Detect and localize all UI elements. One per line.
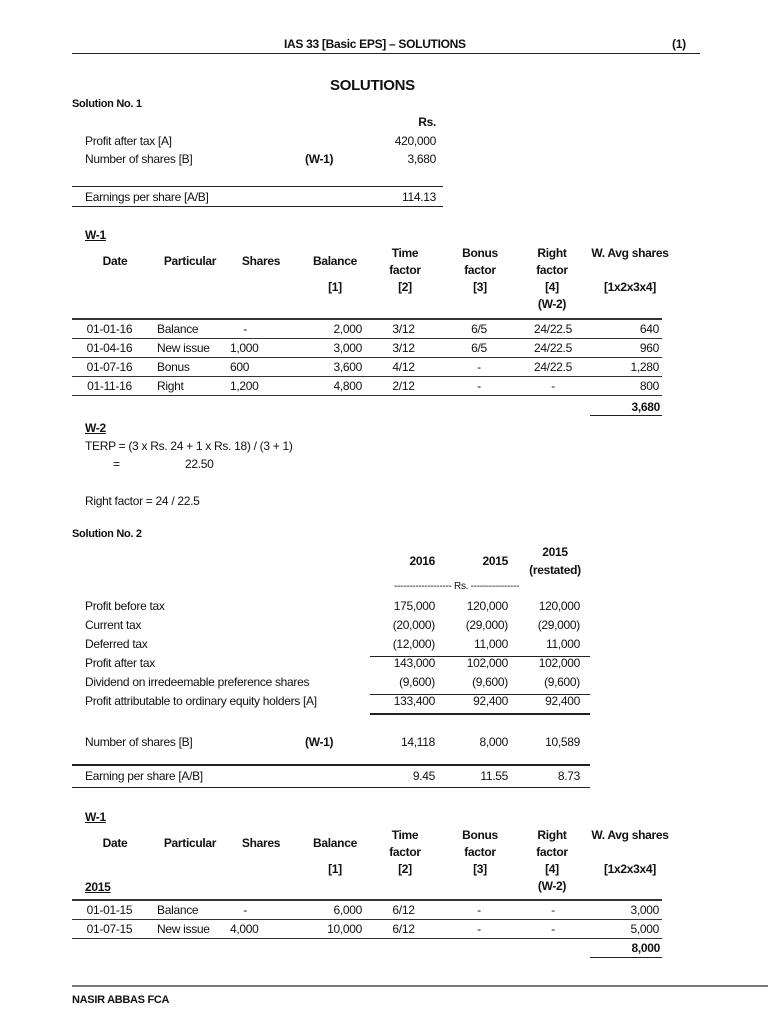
col-date: Date <box>102 254 128 268</box>
rule <box>72 206 443 207</box>
cell-particular: New issue <box>147 920 227 939</box>
line-value: 3,680 <box>407 152 436 166</box>
table-row <box>72 377 662 396</box>
eps-value: 9.45 <box>412 769 435 783</box>
cell-wavg: 1,280 <box>590 358 662 377</box>
line-value: (9,600) <box>399 675 435 689</box>
cell-shares: - <box>227 319 250 339</box>
col-time: Time factor <box>389 828 421 859</box>
terp-formula: TERP = (3 x Rs. 24 + 1 x Rs. 18) / (3 + 1) <box>85 439 293 453</box>
page-heading: SOLUTIONS <box>330 77 415 94</box>
cell-right: - <box>516 377 590 396</box>
col-particular: Particular <box>163 836 217 850</box>
cell-right: 24/22.5 <box>516 358 590 377</box>
cell-particular: Balance <box>147 900 227 920</box>
cell-wavg: 5,000 <box>590 920 662 939</box>
col-ref: [3] <box>473 862 487 876</box>
col-balance: Balance <box>313 254 357 268</box>
terp-value: 22.50 <box>185 457 214 471</box>
col-wavg: W. Avg shares <box>591 828 669 842</box>
w1-table <box>72 899 662 939</box>
cell-time: 6/12 <box>365 900 442 920</box>
col-balance: Balance <box>313 836 357 850</box>
cell-date: 01-07-15 <box>72 920 147 939</box>
cell-right: 24/22.5 <box>516 339 590 358</box>
col-ref: [1x2x3x4] <box>603 280 656 294</box>
col-2016: 2016 <box>409 554 435 568</box>
page-number: (1) <box>672 37 686 51</box>
line-value: 11,000 <box>545 637 580 651</box>
line-label: Current tax <box>85 618 142 632</box>
eps-value: 8.73 <box>557 769 580 783</box>
table-row <box>72 339 662 358</box>
line-label: Profit attributable to ordinary equity holders [A] <box>85 694 317 708</box>
line-value: 120,000 <box>538 599 580 613</box>
col-bonus: Bonus factor <box>462 246 498 277</box>
col-ref: (W-2) <box>537 297 567 311</box>
col-ref: (W-2) <box>537 879 567 893</box>
line-value: (29,000) <box>465 618 508 632</box>
currency-label: Rs. <box>418 115 436 129</box>
rule <box>72 787 590 788</box>
cell-shares: 4,000 <box>227 920 250 939</box>
cell-time: 3/12 <box>365 339 442 358</box>
rule <box>72 186 443 187</box>
col-ref: [1] <box>328 280 342 294</box>
solution-2-title: Solution No. 2 <box>72 528 142 540</box>
cell-right: - <box>516 900 590 920</box>
footer-author: NASIR ABBAS FCA <box>72 994 170 1006</box>
working-ref: (W-1) <box>305 735 334 749</box>
cell-time: 4/12 <box>365 358 442 377</box>
table-row <box>72 900 662 920</box>
cell-date: 01-01-16 <box>72 319 147 339</box>
w1-title: W-1 <box>85 228 106 242</box>
cell-bonus: - <box>442 358 516 377</box>
cell-bonus: - <box>442 920 516 939</box>
cell-balance: 6,000 <box>250 900 365 920</box>
line-value: 102,000 <box>466 656 508 670</box>
shares-value: 14,118 <box>400 735 435 749</box>
cell-right: - <box>516 920 590 939</box>
rule <box>72 764 590 766</box>
cell-date: 01-04-16 <box>72 339 147 358</box>
line-label: Dividend on irredeemable preference shares <box>85 675 310 689</box>
line-value: 420,000 <box>394 134 436 148</box>
solution-1-title: Solution No. 1 <box>72 98 142 110</box>
rule <box>370 694 590 695</box>
col-ref: [3] <box>473 280 487 294</box>
cell-particular: Right <box>147 377 227 396</box>
cell-wavg: 800 <box>590 377 662 396</box>
eps-label: Earning per share [A/B] <box>85 769 203 783</box>
cell-bonus: 6/5 <box>442 339 516 358</box>
eps-value: 11.55 <box>480 769 508 783</box>
w1-total: 3,680 <box>631 400 660 414</box>
col-ref: [1x2x3x4] <box>603 862 656 876</box>
cell-shares: - <box>227 900 250 920</box>
equals-sign: = <box>113 457 120 471</box>
col-2015-restated-label: (restated) <box>529 563 581 577</box>
cell-shares: 1,200 <box>227 377 250 396</box>
cell-date: 01-11-16 <box>72 377 147 396</box>
header-rule <box>72 53 700 54</box>
header-title: IAS 33 [Basic EPS] – SOLUTIONS <box>284 37 466 51</box>
line-value: (12,000) <box>392 637 435 651</box>
cell-right: 24/22.5 <box>516 319 590 339</box>
table-row <box>72 920 662 939</box>
line-label: Profit after tax <box>85 656 155 670</box>
cell-particular: Bonus <box>147 358 227 377</box>
line-value: 143,000 <box>393 656 435 670</box>
w1-total: 8,000 <box>631 941 660 955</box>
working-ref: (W-1) <box>305 152 334 166</box>
table-row <box>72 358 662 377</box>
col-ref: [4] <box>545 280 559 294</box>
rule <box>370 713 590 715</box>
col-shares: Shares <box>241 836 281 850</box>
line-value: 92,400 <box>545 694 580 708</box>
cell-date: 01-07-16 <box>72 358 147 377</box>
col-particular: Particular <box>163 254 217 268</box>
cell-time: 2/12 <box>365 377 442 396</box>
cell-wavg: 640 <box>590 319 662 339</box>
line-value: (20,000) <box>392 618 435 632</box>
cell-balance: 3,600 <box>250 358 365 377</box>
line-label: Profit before tax <box>85 599 165 613</box>
cell-date: 01-01-15 <box>72 900 147 920</box>
cell-balance: 4,800 <box>250 377 365 396</box>
rule <box>370 656 590 657</box>
shares-value: 8,000 <box>479 735 508 749</box>
cell-balance: 3,000 <box>250 339 365 358</box>
line-label: Deferred tax <box>85 637 148 651</box>
col-ref: [2] <box>398 862 412 876</box>
col-right: Right factor <box>536 828 568 859</box>
col-bonus: Bonus factor <box>462 828 498 859</box>
cell-balance: 10,000 <box>250 920 365 939</box>
col-ref: [1] <box>328 862 342 876</box>
line-value: (9,600) <box>544 675 580 689</box>
col-date: Date <box>102 836 128 850</box>
cell-shares: 600 <box>227 358 250 377</box>
col-ref: [4] <box>545 862 559 876</box>
right-factor: Right factor = 24 / 22.5 <box>85 494 200 508</box>
year-label: 2015 <box>85 880 111 894</box>
line-value: 11,000 <box>473 637 508 651</box>
cell-wavg: 3,000 <box>590 900 662 920</box>
cell-shares: 1,000 <box>227 339 250 358</box>
line-value: 92,400 <box>473 694 508 708</box>
line-value: 133,400 <box>393 694 435 708</box>
cell-particular: New issue <box>147 339 227 358</box>
line-value: 175,000 <box>393 599 435 613</box>
w2-title: W-2 <box>85 421 106 435</box>
cell-particular: Balance <box>147 319 227 339</box>
currency-row: ------------------- Rs. ---------------- <box>394 581 520 592</box>
cell-bonus: - <box>442 377 516 396</box>
cell-bonus: - <box>442 900 516 920</box>
col-2015-restated-year: 2015 <box>542 545 568 559</box>
line-value: (9,600) <box>472 675 508 689</box>
cell-bonus: 6/5 <box>442 319 516 339</box>
col-ref: [2] <box>398 280 412 294</box>
line-value: 102,000 <box>538 656 580 670</box>
cell-time: 6/12 <box>365 920 442 939</box>
w1-table <box>72 318 662 396</box>
line-value: 120,000 <box>466 599 508 613</box>
shares-label: Number of shares [B] <box>85 735 193 749</box>
rule <box>590 415 662 416</box>
shares-value: 10,589 <box>545 735 580 749</box>
col-right: Right factor <box>536 246 568 277</box>
col-shares: Shares <box>241 254 281 268</box>
col-2015: 2015 <box>482 554 508 568</box>
cell-wavg: 960 <box>590 339 662 358</box>
line-value: (29,000) <box>537 618 580 632</box>
rule <box>590 957 662 958</box>
cell-time: 3/12 <box>365 319 442 339</box>
eps-label: Earnings per share [A/B] <box>85 190 209 204</box>
cell-balance: 2,000 <box>250 319 365 339</box>
col-time: Time factor <box>389 246 421 277</box>
footer-rule <box>72 985 768 987</box>
line-label: Number of shares [B] <box>85 152 193 166</box>
col-wavg: W. Avg shares <box>591 246 669 260</box>
eps-value: 114.13 <box>401 190 436 204</box>
line-label: Profit after tax [A] <box>85 134 172 148</box>
table-row <box>72 319 662 339</box>
w1-title: W-1 <box>85 810 106 824</box>
